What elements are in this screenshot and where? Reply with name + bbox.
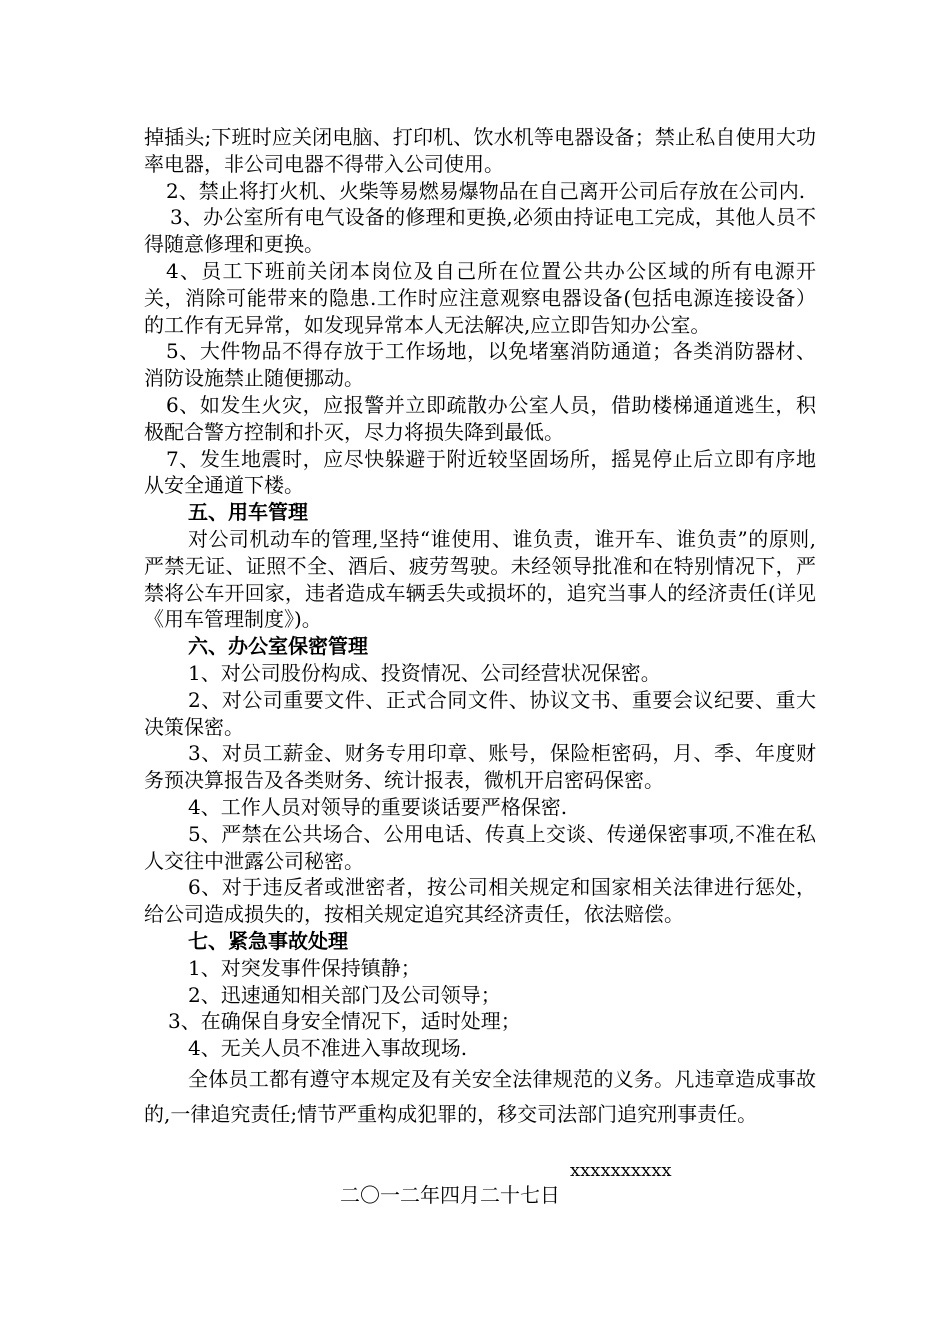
body-paragraph: 4、员工下班前关闭本岗位及自己所在位置公共办公区域的所有电源开关，消除可能带来的隐患.工作时应注意观察电器设备(包括电源连接设备）的工作有无异常，如发现异常本人无法解决,应立即告知办公室。	[144, 258, 816, 337]
body-paragraph: 7、发生地震时，应尽快躲避于附近较坚固场所，摇晃停止后立即有序地从安全通道下楼。	[144, 446, 816, 498]
body-paragraph: 6、如发生火灾，应报警并立即疏散办公室人员，借助楼梯通道逃生，积极配合警方控制和扑灭，尽力将损失降到最低。	[144, 392, 816, 444]
body-paragraph: 2、迅速通知相关部门及公司领导；	[188, 982, 501, 1007]
section-heading: 六、办公室保密管理	[188, 634, 368, 659]
closing-paragraph: 全体员工都有遵守本规定及有关安全法律规范的义务。凡违章造成事故的,一律追究责任;情节严重构成犯罪的，移交司法部门追究刑事责任。	[144, 1066, 816, 1126]
body-paragraph: 1、对突发事件保持镇静；	[188, 955, 421, 980]
body-paragraph: 4、工作人员对领导的重要谈话要严格保密.	[188, 794, 568, 819]
body-paragraph: 6、对于违反者或泄密者，按公司相关规定和国家相关法律进行惩处，给公司造成损失的，按相关规定追究其经济责任，依法赔偿。	[144, 875, 816, 927]
body-paragraph: 2、对公司重要文件、正式合同文件、协议文书、重要会议纪要、重大决策保密。	[144, 687, 816, 739]
body-paragraph: 5、大件物品不得存放于工作场地，以免堵塞消防通道；各类消防器材、消防设施禁止随便挪动。	[144, 339, 816, 391]
body-paragraph: 2、禁止将打火机、火柴等易燃易爆物品在自己离开公司后存放在公司内.	[166, 178, 806, 203]
body-paragraph: 1、对公司股份构成、投资情况、公司经营状况保密。	[188, 660, 661, 685]
document-body	[144, 124, 816, 1132]
paragraph-list	[144, 124, 816, 1062]
body-paragraph: 对公司机动车的管理,坚持“谁使用、谁负责，谁开车、谁负责”的原则,严禁无证、证照不全、酒后、疲劳驾驶。未经领导批准和在特别情况下，严禁将公车开回家，违者造成车辆丢失或损坏的，追究当事人的经济责任(详见《用车管理制度》)。	[144, 526, 816, 632]
body-paragraph: 3、在确保自身安全情况下，适时处理；	[168, 1009, 521, 1034]
body-paragraph: 5、严禁在公共场合、公用电话、传真上交谈、传递保密事项,不准在私人交往中泄露公司秘密。	[144, 821, 816, 873]
body-paragraph: 3、对员工薪金、财务专用印章、账号，保险柜密码，月、季、年度财务预决算报告及各类财务、统计报表，微机开启密码保密。	[144, 741, 816, 793]
company-name: xxxxxxxxxx	[570, 1160, 672, 1181]
section-heading: 五、用车管理	[188, 500, 308, 525]
section-heading: 七、紧急事故处理	[188, 928, 348, 953]
document-date: 二〇一二年四月二十七日	[340, 1183, 560, 1207]
body-paragraph: 4、无关人员不准进入事故现场.	[188, 1036, 468, 1061]
body-paragraph: 掉插头;下班时应关闭电脑、打印机、饮水机等电器设备；禁止私自使用大功率电器，非公司电器不得带入公司使用。	[144, 125, 816, 176]
body-paragraph: 3、办公室所有电气设备的修理和更换,必须由持证电工完成，其他人员不得随意修理和更换。	[144, 205, 816, 257]
